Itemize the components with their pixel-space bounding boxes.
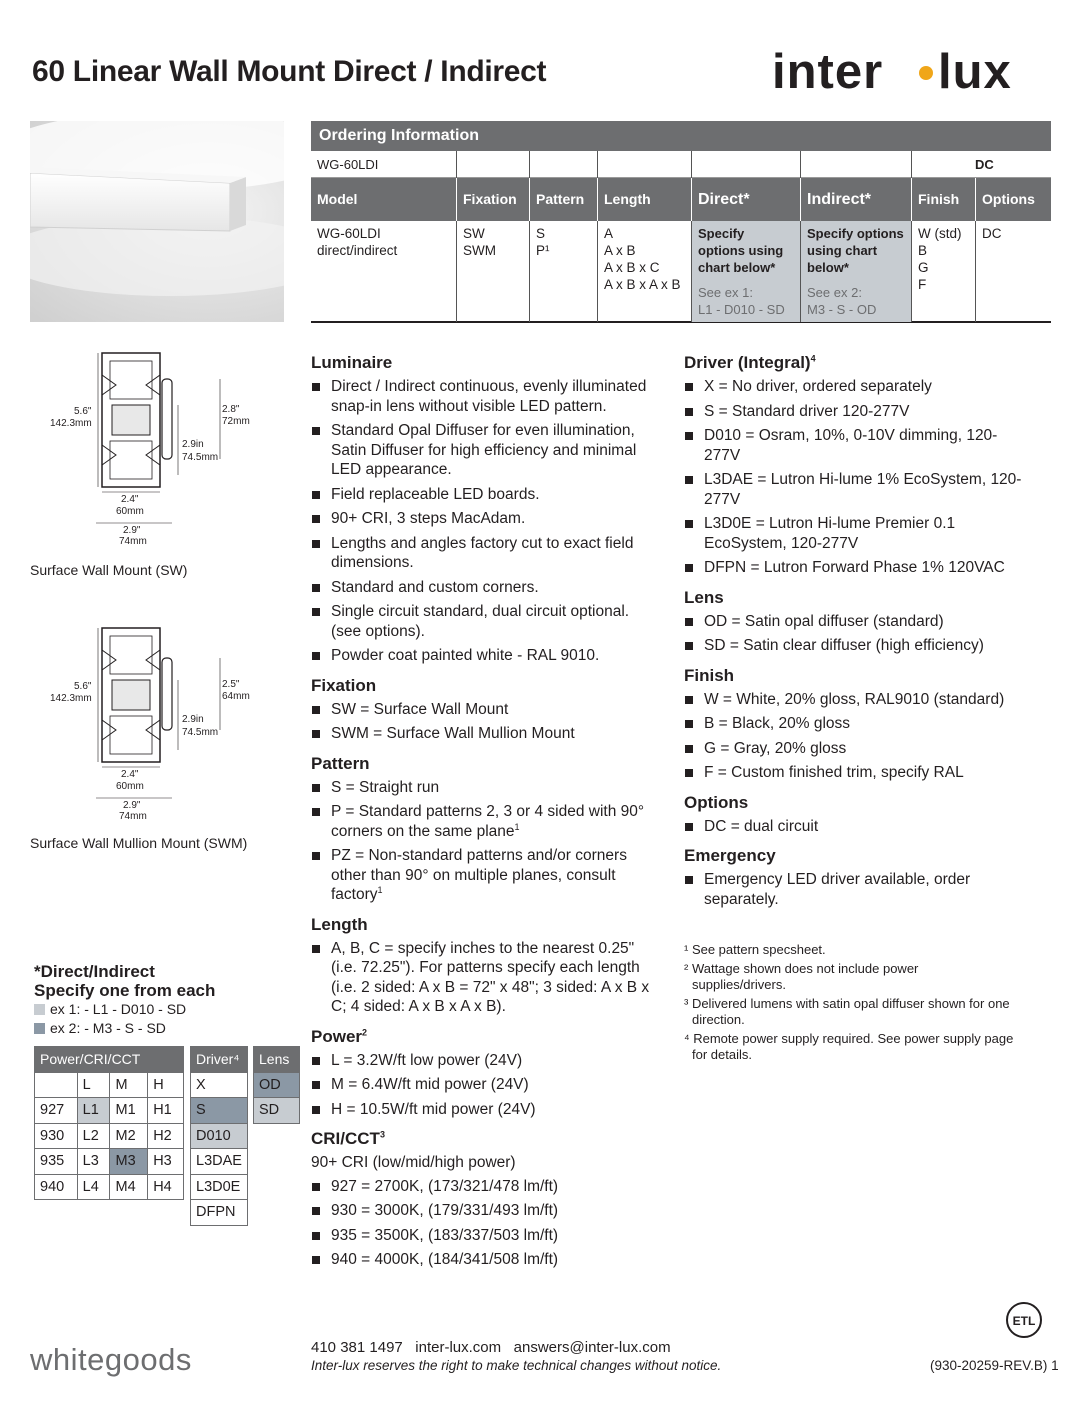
luminaire-item: Standard Opal Diffuser for even illumination, Satin Diffuser for high efficiency and minimal LED appearance.	[311, 421, 661, 480]
logo-dot-icon	[919, 66, 933, 80]
cricct-item: 930 = 3000K, (179/331/493 lm/ft)	[311, 1201, 661, 1221]
contact-line	[311, 1339, 671, 1356]
swm-height-mm: 142.3mm	[50, 693, 92, 704]
pattern-value: S P¹	[530, 221, 598, 322]
ordering-values-row	[311, 221, 1051, 323]
indirect-instruction: Specify options using chart below*	[807, 226, 904, 275]
swm-dimension-drawing	[30, 620, 290, 820]
sw-mid-in: 2.9in	[182, 439, 204, 450]
swm-height-in: 5.6"	[74, 681, 92, 692]
driver-footnote-ref: 4	[810, 353, 816, 364]
fixation-value: SW SWM	[457, 221, 530, 322]
emergency-heading: Emergency	[684, 846, 776, 865]
sw-total-in: 2.9"	[123, 525, 141, 536]
driver-cell: S	[191, 1098, 248, 1124]
pattern-item: S = Straight run	[311, 778, 661, 798]
cri-label: 927	[35, 1098, 78, 1124]
driver-cell: DFPN	[191, 1200, 248, 1226]
col-pattern: Pattern	[530, 178, 598, 221]
grid-row	[35, 1174, 184, 1200]
driver-item: X = No driver, ordered separately	[684, 377, 1024, 397]
cricct-list	[311, 1177, 661, 1270]
cricct-intro: 90+ CRI (low/mid/high power)	[311, 1154, 516, 1171]
etl-certification-icon	[1004, 1300, 1044, 1340]
grid-cell: L2	[77, 1123, 110, 1149]
whitegoods-brand: whitegoods	[30, 1342, 192, 1377]
cricct-item: 927 = 2700K, (173/321/478 lm/ft)	[311, 1177, 661, 1197]
options-value: DC	[982, 226, 1002, 241]
luminaire-item: Standard and custom corners.	[311, 578, 661, 598]
col-fixation: Fixation	[457, 178, 530, 221]
sw-height-mm: 142.3mm	[50, 418, 92, 429]
page-title: 60 Linear Wall Mount Direct / Indirect	[32, 55, 547, 88]
options-code: DC	[975, 157, 994, 172]
model-code: WG-60LDI	[317, 157, 379, 172]
footnote: ² Wattage shown does not include power supplies/drivers.	[684, 960, 919, 992]
driver-heading: Driver (Integral)$^4$	[684, 353, 816, 372]
power-col-label: M	[110, 1072, 148, 1098]
cri-label: 940	[35, 1174, 78, 1200]
pattern-list	[311, 778, 661, 905]
driver-cell: L3DAE	[191, 1149, 248, 1175]
driver-cell: X	[191, 1072, 248, 1098]
power-heading: Power$^2$	[311, 1026, 368, 1046]
pattern-item-text: PZ = Non-standard patterns and/or corners other than 90° on multiple planes, consult factory	[331, 847, 627, 903]
direct-example: See ex 1: L1 - D010 - SD	[698, 285, 785, 317]
legend-title: *Direct/Indirect	[34, 962, 155, 981]
cri-label: 930	[35, 1123, 78, 1149]
fixation-item: SWM = Surface Wall Mullion Mount	[311, 724, 661, 744]
col-model: Model	[311, 178, 457, 221]
driver-cell: L3D0E	[191, 1174, 248, 1200]
sw-width-mm: 60mm	[116, 506, 144, 517]
product-photo	[30, 121, 284, 322]
grid-cell: M3	[110, 1149, 148, 1175]
grid-row	[35, 1098, 184, 1124]
cricct-item: 935 = 3500K, (183/337/503 lm/ft)	[311, 1226, 661, 1246]
power-col-label: L	[77, 1072, 110, 1098]
lens-cell: SD	[254, 1098, 300, 1124]
footnote: ³ Delivered lumens with satin opal diffuser shown for one direction.	[684, 995, 1010, 1027]
length-value: A A x B A x B x C A x B x A x B	[598, 221, 692, 322]
sw-dimension-drawing	[30, 345, 290, 545]
legend-example-2: ex 2: - M3 - S - SD	[34, 1019, 294, 1038]
indirect-example: See ex 2: M3 - S - OD	[807, 285, 877, 317]
lens-heading: Lens	[684, 587, 724, 607]
lens-item: SD = Satin clear diffuser (high efficiency)	[684, 636, 1024, 656]
pattern-footnote-ref: 1	[514, 821, 520, 832]
swm-width-mm: 60mm	[116, 781, 144, 792]
power-footnote-ref: 2	[362, 1026, 368, 1037]
swm-mid-in: 2.9in	[182, 714, 204, 725]
luminaire-item: Single circuit standard, dual circuit optional. (see options).	[311, 602, 661, 641]
options-heading: Options	[684, 792, 749, 812]
swm-total-in: 2.9"	[123, 800, 141, 811]
finish-item: F = Custom finished trim, specify RAL	[684, 763, 1024, 783]
driver-item: S = Standard driver 120-277V	[684, 402, 1024, 422]
email-link[interactable]: answers@inter-lux.com	[513, 1339, 671, 1356]
spec-column-left	[311, 353, 661, 1275]
luminaire-item: 90+ CRI, 3 steps MacAdam.	[311, 509, 661, 529]
col-direct: Direct*	[692, 178, 801, 221]
power-item: L = 3.2W/ft low power (24V)	[311, 1051, 661, 1071]
driver-item: D010 = Osram, 10%, 0-10V dimming, 120-277V	[684, 426, 1024, 465]
lens-cell: OD	[254, 1072, 300, 1098]
grid-row	[35, 1123, 184, 1149]
logo-text-left: inter	[772, 45, 884, 99]
footnote: ¹ See pattern specsheet.	[684, 942, 826, 957]
finish-item: W = White, 20% gloss, RAL9010 (standard)	[684, 690, 1024, 710]
grid-row	[35, 1149, 184, 1175]
driver-item: L3DAE = Lutron Hi-lume 1% EcoSystem, 120-277V	[684, 470, 1024, 509]
lens-item: OD = Satin opal diffuser (standard)	[684, 612, 1024, 632]
driver-grid	[190, 1046, 248, 1226]
emergency-item: Emergency LED driver available, order separately.	[684, 870, 1024, 909]
length-list	[311, 939, 661, 1017]
direct-instruction: Specify options using chart below*	[698, 226, 784, 275]
swatch-icon	[34, 1023, 45, 1034]
model-value: WG-60LDI direct/indirect	[311, 221, 457, 322]
grid-cell: M4	[110, 1174, 148, 1200]
sw-side-in: 2.8"	[222, 404, 240, 415]
cricct-item: 940 = 4000K, (184/341/508 lm/ft)	[311, 1250, 661, 1270]
document-number: (930-20259-REV.B) 1	[930, 1358, 1059, 1373]
finish-item: B = Black, 20% gloss	[684, 714, 1024, 734]
legend-example-1: ex 1: - L1 - D010 - SD	[34, 1000, 294, 1019]
luminaire-item: Direct / Indirect continuous, evenly illuminated snap-in lens without visible LED pattern.	[311, 377, 661, 416]
finish-value: W (std) B G F	[912, 221, 976, 322]
lens-grid	[253, 1046, 300, 1124]
sw-caption: Surface Wall Mount (SW)	[30, 562, 188, 578]
pattern-item	[311, 846, 661, 905]
power-list	[311, 1051, 661, 1120]
power-item: H = 10.5W/ft mid power (24V)	[311, 1100, 661, 1120]
power-grid-header: Power/CRI/CCT	[35, 1047, 184, 1073]
swatch-icon	[34, 1004, 45, 1015]
grid-cell: H2	[148, 1123, 184, 1149]
grid-cell: L4	[77, 1174, 110, 1200]
driver-list	[684, 377, 1024, 578]
phone-number: 410 381 1497	[311, 1339, 403, 1356]
luminaire-item: Field replaceable LED boards.	[311, 485, 661, 505]
luminaire-list	[311, 377, 661, 666]
footnotes	[684, 942, 1014, 1066]
fixation-item: SW = Surface Wall Mount	[311, 700, 661, 720]
pattern-heading: Pattern	[311, 753, 370, 773]
ordering-code-row	[311, 151, 1051, 178]
grid-cell: L3	[77, 1149, 110, 1175]
lens-grid-header: Lens	[254, 1047, 300, 1073]
driver-cell: D010	[191, 1123, 248, 1149]
swm-width-in: 2.4"	[121, 769, 139, 780]
grid-cell: H4	[148, 1174, 184, 1200]
col-finish: Finish	[912, 178, 976, 221]
fixation-heading: Fixation	[311, 675, 377, 695]
spec-column-right	[684, 353, 1024, 914]
grid-cell: M1	[110, 1098, 148, 1124]
cricct-footnote-ref: 3	[379, 1129, 385, 1140]
col-indirect: Indirect*	[801, 178, 912, 221]
swm-side-in: 2.5"	[222, 679, 240, 690]
website-link[interactable]: inter-lux.com	[415, 1339, 502, 1356]
pattern-footnote-ref: 1	[377, 884, 383, 895]
swm-total-mm: 74mm	[119, 811, 147, 820]
finish-item: G = Gray, 20% gloss	[684, 739, 1024, 759]
finish-list	[684, 690, 1024, 783]
footnote: ⁴ Remote power supply required. See power supply page for details.	[684, 1030, 1014, 1062]
power-item: M = 6.4W/ft mid power (24V)	[311, 1075, 661, 1095]
swm-caption: Surface Wall Mullion Mount (SWM)	[30, 835, 248, 851]
lens-list	[684, 612, 1024, 656]
sw-mid-mm: 74.5mm	[182, 452, 219, 463]
luminaire-item: Lengths and angles factory cut to exact field dimensions.	[311, 534, 661, 573]
ordering-table	[311, 121, 1051, 323]
sw-total-mm: 74mm	[119, 536, 147, 545]
pattern-item	[311, 802, 661, 841]
driver-item: L3D0E = Lutron Hi-lume Premier 0.1 EcoSystem, 120-277V	[684, 514, 1024, 553]
cert-mark-text: ETL	[1012, 1314, 1036, 1328]
logo-text-right: lux	[938, 45, 1012, 99]
disclaimer: Inter-lux reserves the right to make technical changes without notice.	[311, 1358, 722, 1373]
emergency-list	[684, 870, 1024, 909]
cri-label: 935	[35, 1149, 78, 1175]
swm-side-mm: 64mm	[222, 691, 250, 702]
selection-legend	[34, 962, 294, 1038]
driver-grid-header: Driver⁴	[191, 1047, 248, 1073]
options-item: DC = dual circuit	[684, 817, 1024, 837]
grid-cell: H3	[148, 1149, 184, 1175]
grid-cell: H1	[148, 1098, 184, 1124]
power-col-label: H	[148, 1072, 184, 1098]
sw-width-in: 2.4"	[121, 494, 139, 505]
sw-side-mm: 72mm	[222, 416, 250, 427]
ordering-title: Ordering Information	[311, 121, 1051, 151]
grid-cell: L1	[77, 1098, 110, 1124]
length-heading: Length	[311, 914, 368, 934]
options-list	[684, 817, 1024, 837]
legend-subtitle: Specify one from each	[34, 981, 216, 1000]
indirect-cell	[801, 221, 912, 322]
ordering-header-row	[311, 178, 1051, 221]
interlux-logo	[772, 44, 1044, 100]
luminaire-item: Powder coat painted white - RAL 9010.	[311, 646, 661, 666]
finish-heading: Finish	[684, 665, 735, 685]
col-length: Length	[598, 178, 692, 221]
direct-cell	[692, 221, 801, 322]
swm-mid-mm: 74.5mm	[182, 727, 219, 738]
col-options: Options	[982, 191, 1035, 207]
length-item: A, B, C = specify inches to the nearest 0.25" (i.e. 72.25"). For patterns specify each length (i.e. 2 sided: A x B = 72" x 48"; 3 sided: A x B x C; 4 sided: A x B x A x B).	[311, 939, 661, 1017]
driver-item: DFPN = Lutron Forward Phase 1% 120VAC	[684, 558, 1024, 578]
grid-cell: M2	[110, 1123, 148, 1149]
luminaire-heading: Luminaire	[311, 353, 393, 372]
cricct-heading: CRI/CCT$^3$	[311, 1129, 385, 1148]
sw-height-in: 5.6"	[74, 406, 92, 417]
pattern-item-text: P = Standard patterns 2, 3 or 4 sided with 90° corners on the same plane	[331, 803, 645, 840]
power-cri-grid	[34, 1046, 184, 1200]
fixation-list	[311, 700, 661, 744]
